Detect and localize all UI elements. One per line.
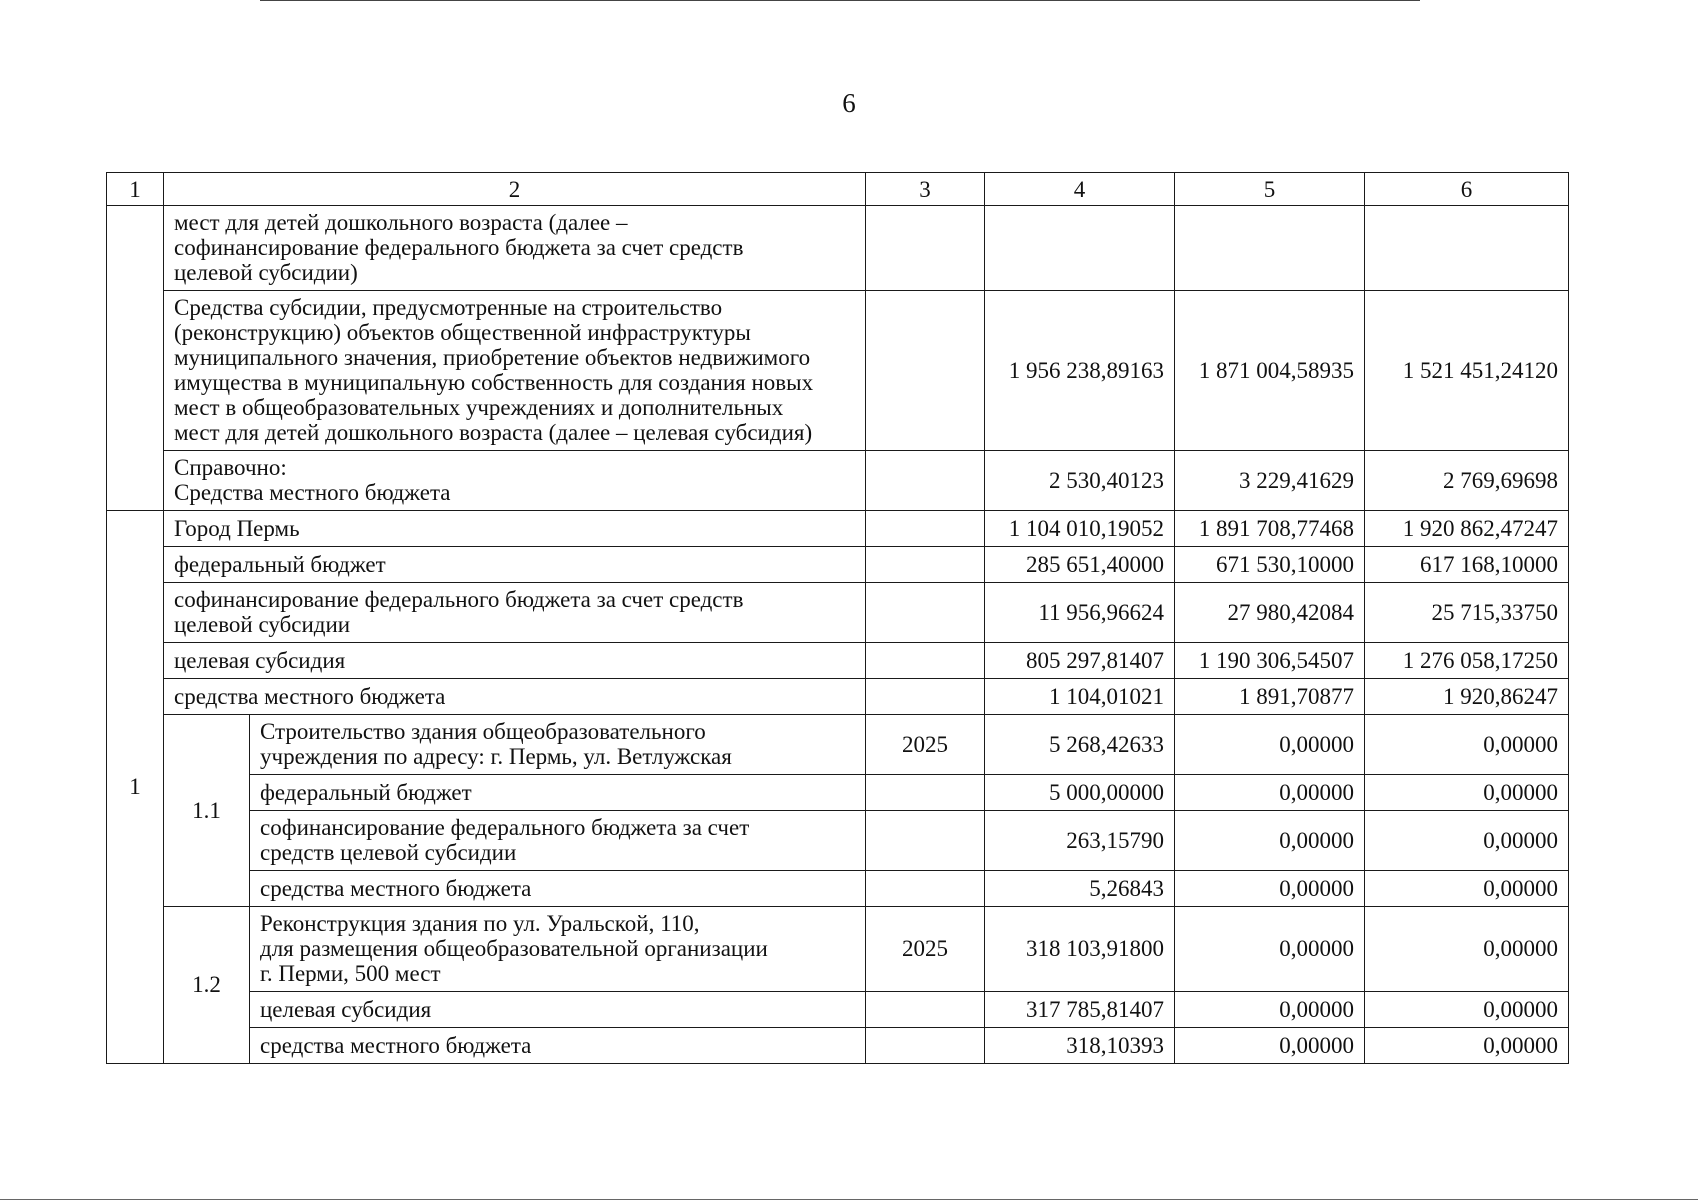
header-col-4: 4 xyxy=(985,173,1175,206)
empty-cell xyxy=(866,992,985,1028)
table-row xyxy=(107,547,1569,583)
reference-value-col5: 3 229,41629 xyxy=(1175,451,1365,511)
table-row xyxy=(107,1028,1569,1064)
target-value-col5: 1 190 306,54507 xyxy=(1175,643,1365,679)
item-1-1-cofin-col6: 0,00000 xyxy=(1365,811,1569,871)
cofin-value-col4: 11 956,96624 xyxy=(985,583,1175,643)
empty-cell xyxy=(866,811,985,871)
target-label: целевая субсидия xyxy=(164,643,866,679)
local-value-col6: 1 920,86247 xyxy=(1365,679,1569,715)
table-row xyxy=(107,811,1569,871)
item-1-2-target-col4: 317 785,81407 xyxy=(985,992,1175,1028)
federal-value-col4: 285 651,40000 xyxy=(985,547,1175,583)
empty-cell xyxy=(866,643,985,679)
header-col-2: 2 xyxy=(164,173,866,206)
table-row xyxy=(107,643,1569,679)
target-value-col4: 805 297,81407 xyxy=(985,643,1175,679)
budget-table xyxy=(106,172,1569,1064)
perm-value-col4: 1 104 010,19052 xyxy=(985,511,1175,547)
item-1-2-number: 1.2 xyxy=(164,907,250,1064)
item-1-1-federal-col5: 0,00000 xyxy=(1175,775,1365,811)
federal-label: федеральный бюджет xyxy=(164,547,866,583)
empty-cell xyxy=(866,1028,985,1064)
reference-value-col4: 2 530,40123 xyxy=(985,451,1175,511)
item-1-1-value-col6: 0,00000 xyxy=(1365,715,1569,775)
empty-cell xyxy=(866,451,985,511)
empty-cell xyxy=(866,511,985,547)
item-1-1-federal-col4: 5 000,00000 xyxy=(985,775,1175,811)
federal-value-col5: 671 530,10000 xyxy=(1175,547,1365,583)
item-1-1-cofin-col5: 0,00000 xyxy=(1175,811,1365,871)
item-1-1-year: 2025 xyxy=(866,715,985,775)
subsidy-value-col5: 1 871 004,58935 xyxy=(1175,291,1365,451)
table-row xyxy=(107,775,1569,811)
empty-cell xyxy=(866,206,985,291)
table-row xyxy=(107,206,1569,291)
item-1-2-value-col4: 318 103,91800 xyxy=(985,907,1175,992)
item-1-2-value-col5: 0,00000 xyxy=(1175,907,1365,992)
header-col-5: 5 xyxy=(1175,173,1365,206)
item-1-2-year: 2025 xyxy=(866,907,985,992)
federal-value-col6: 617 168,10000 xyxy=(1365,547,1569,583)
row-continuation-text: мест для детей дошкольного возраста (далее – софинансирование федерального бюджета за счет средств целевой субсидии) xyxy=(164,206,866,291)
table-row xyxy=(107,511,1569,547)
item-1-2-target-col6: 0,00000 xyxy=(1365,992,1569,1028)
empty-cell xyxy=(866,583,985,643)
empty-cell xyxy=(1365,206,1569,291)
item-1-1-cofin-col4: 263,15790 xyxy=(985,811,1175,871)
cofin-value-col6: 25 715,33750 xyxy=(1365,583,1569,643)
table-header-row xyxy=(107,173,1569,206)
item-1-1-cofin-label: софинансирование федерального бюджета за счет средств целевой субсидии xyxy=(250,811,866,871)
item-1-2-local-label: средства местного бюджета xyxy=(250,1028,866,1064)
item-1-2-target-col5: 0,00000 xyxy=(1175,992,1365,1028)
empty-cell xyxy=(985,206,1175,291)
item-1-1-federal-col6: 0,00000 xyxy=(1365,775,1569,811)
page-number: 6 xyxy=(842,88,856,118)
item-1-2-local-col6: 0,00000 xyxy=(1365,1028,1569,1064)
cofin-value-col5: 27 980,42084 xyxy=(1175,583,1365,643)
empty-cell xyxy=(866,871,985,907)
table-row xyxy=(107,907,1569,992)
table-row xyxy=(107,715,1569,775)
scan-edge-top xyxy=(260,0,1420,1)
table-row xyxy=(107,992,1569,1028)
empty-num-cell xyxy=(107,206,164,511)
item-1-1-local-col6: 0,00000 xyxy=(1365,871,1569,907)
header-col-1: 1 xyxy=(107,173,164,206)
empty-cell xyxy=(866,679,985,715)
table-row xyxy=(107,871,1569,907)
local-value-col5: 1 891,70877 xyxy=(1175,679,1365,715)
item-1-1-local-col4: 5,26843 xyxy=(985,871,1175,907)
item-1-1-value-col5: 0,00000 xyxy=(1175,715,1365,775)
header-col-6: 6 xyxy=(1365,173,1569,206)
header-col-3: 3 xyxy=(866,173,985,206)
item-1-1-local-label: средства местного бюджета xyxy=(250,871,866,907)
subsidy-value-col6: 1 521 451,24120 xyxy=(1365,291,1569,451)
perm-value-col6: 1 920 862,47247 xyxy=(1365,511,1569,547)
item-1-1-local-col5: 0,00000 xyxy=(1175,871,1365,907)
local-value-col4: 1 104,01021 xyxy=(985,679,1175,715)
item-1-1-title: Строительство здания общеобразовательного учреждения по адресу: г. Пермь, ул. Ветлужская xyxy=(250,715,866,775)
perm-value-col5: 1 891 708,77468 xyxy=(1175,511,1365,547)
table-row xyxy=(107,291,1569,451)
table-row xyxy=(107,583,1569,643)
table-row xyxy=(107,451,1569,511)
cofin-label: софинансирование федерального бюджета за счет средств целевой субсидии xyxy=(164,583,866,643)
empty-cell xyxy=(866,547,985,583)
item-1-2-value-col6: 0,00000 xyxy=(1365,907,1569,992)
target-value-col6: 1 276 058,17250 xyxy=(1365,643,1569,679)
perm-label: Город Пермь xyxy=(164,511,866,547)
subsidy-description: Средства субсидии, предусмотренные на строительство (реконструкцию) объектов общественной инфраструктуры муниципального значения, приобретение объектов недвижимого имущества в муниципальную собственность для создания новых мест в общеобразовательных учреждениях и дополнительных мест для детей дошкольного возраста (далее – целевая субсидия) xyxy=(164,291,866,451)
subsidy-value-col4: 1 956 238,89163 xyxy=(985,291,1175,451)
local-label: средства местного бюджета xyxy=(164,679,866,715)
item-1-2-local-col5: 0,00000 xyxy=(1175,1028,1365,1064)
empty-cell xyxy=(1175,206,1365,291)
item-1-1-federal-label: федеральный бюджет xyxy=(250,775,866,811)
empty-cell xyxy=(866,775,985,811)
item-1-1-value-col4: 5 268,42633 xyxy=(985,715,1175,775)
item-1-1-number: 1.1 xyxy=(164,715,250,907)
reference-text: Справочно: Средства местного бюджета xyxy=(164,451,866,511)
table-row xyxy=(107,679,1569,715)
item-1-2-title: Реконструкция здания по ул. Уральской, 110, для размещения общеобразовательной организации г. Перми, 500 мест xyxy=(250,907,866,992)
item-1-2-target-label: целевая субсидия xyxy=(250,992,866,1028)
section-number: 1 xyxy=(107,511,164,1064)
empty-cell xyxy=(866,291,985,451)
item-1-2-local-col4: 318,10393 xyxy=(985,1028,1175,1064)
reference-value-col6: 2 769,69698 xyxy=(1365,451,1569,511)
